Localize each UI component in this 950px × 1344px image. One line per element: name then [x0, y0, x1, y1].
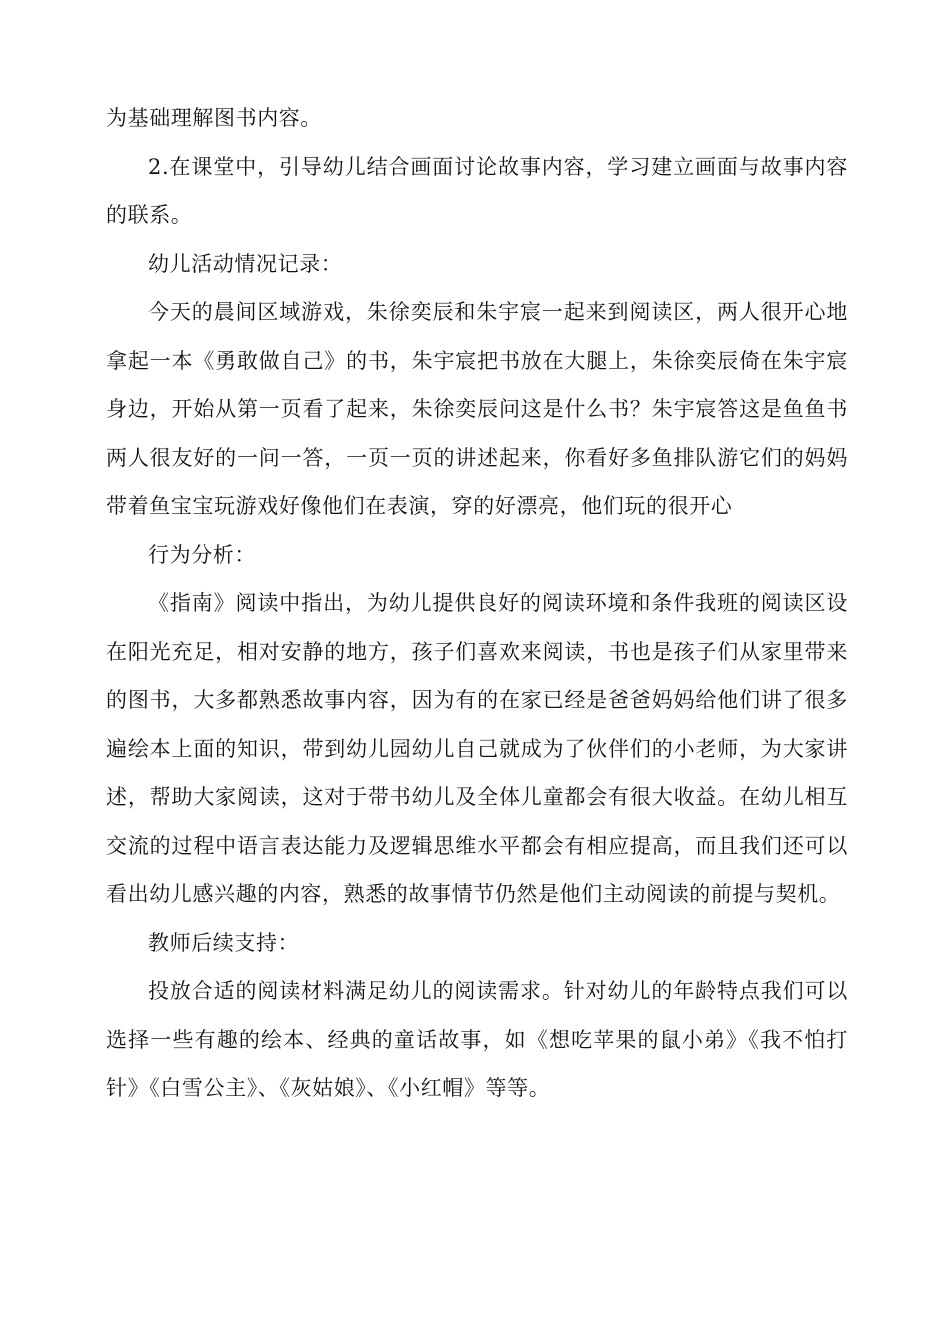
heading-activity-record: 幼儿活动情况记录： [148, 251, 343, 276]
paragraph-continuation: 为基础理解图书内容。 [106, 106, 322, 130]
paragraph-teacher-support: 投放合适的阅读材料满足幼儿的阅读需求。针对幼儿的年龄特点我们可以选择一些有趣的绘本、经典的童话故事，如《想吃苹果的鼠小弟》《我不怕打针》《白雪公主》、《灰姑娘》、《小红帽》等等。 [106, 979, 848, 1100]
paragraph-step-2: 2.在课堂中，引导幼儿结合画面讨论故事内容，学习建立画面与故事内容的联系。 [106, 154, 848, 227]
document-body [106, 94, 848, 1113]
paragraph-activity-record: 今天的晨间区域游戏，朱徐奕辰和朱宇宸一起来到阅读区，两人很开心地拿起一本《勇敢做自己》的书，朱宇宸把书放在大腿上，朱徐奕辰倚在朱宇宸身边，开始从第一页看了起来，朱徐奕辰问这是什么书？朱宇宸答这是鱼鱼书两人很友好的一问一答，一页一页的讲述起来，你看好多鱼排队游它们的妈妈带着鱼宝宝玩游戏好像他们在表演，穿的好漂亮，他们玩的很开心 [106, 300, 848, 518]
heading-behavior-analysis: 行为分析： [148, 542, 256, 567]
heading-teacher-support: 教师后续支持： [148, 930, 300, 955]
paragraph-behavior-analysis: 《指南》阅读中指出，为幼儿提供良好的阅读环境和条件我班的阅读区设在阳光充足，相对安静的地方，孩子们喜欢来阅读，书也是孩子们从家里带来的图书，大多都熟悉故事内容，因为有的在家已经是爸爸妈妈给他们讲了很多遍绘本上面的知识，带到幼儿园幼儿自己就成为了伙伴们的小老师，为大家讲述，帮助大家阅读，这对于带书幼儿及全体儿童都会有很大收益。在幼儿相互交流的过程中语言表达能力及逻辑思维水平都会有相应提高，而且我们还可以看出幼儿感兴趣的内容，熟悉的故事情节仍然是他们主动阅读的前提与契机。 [106, 591, 848, 906]
